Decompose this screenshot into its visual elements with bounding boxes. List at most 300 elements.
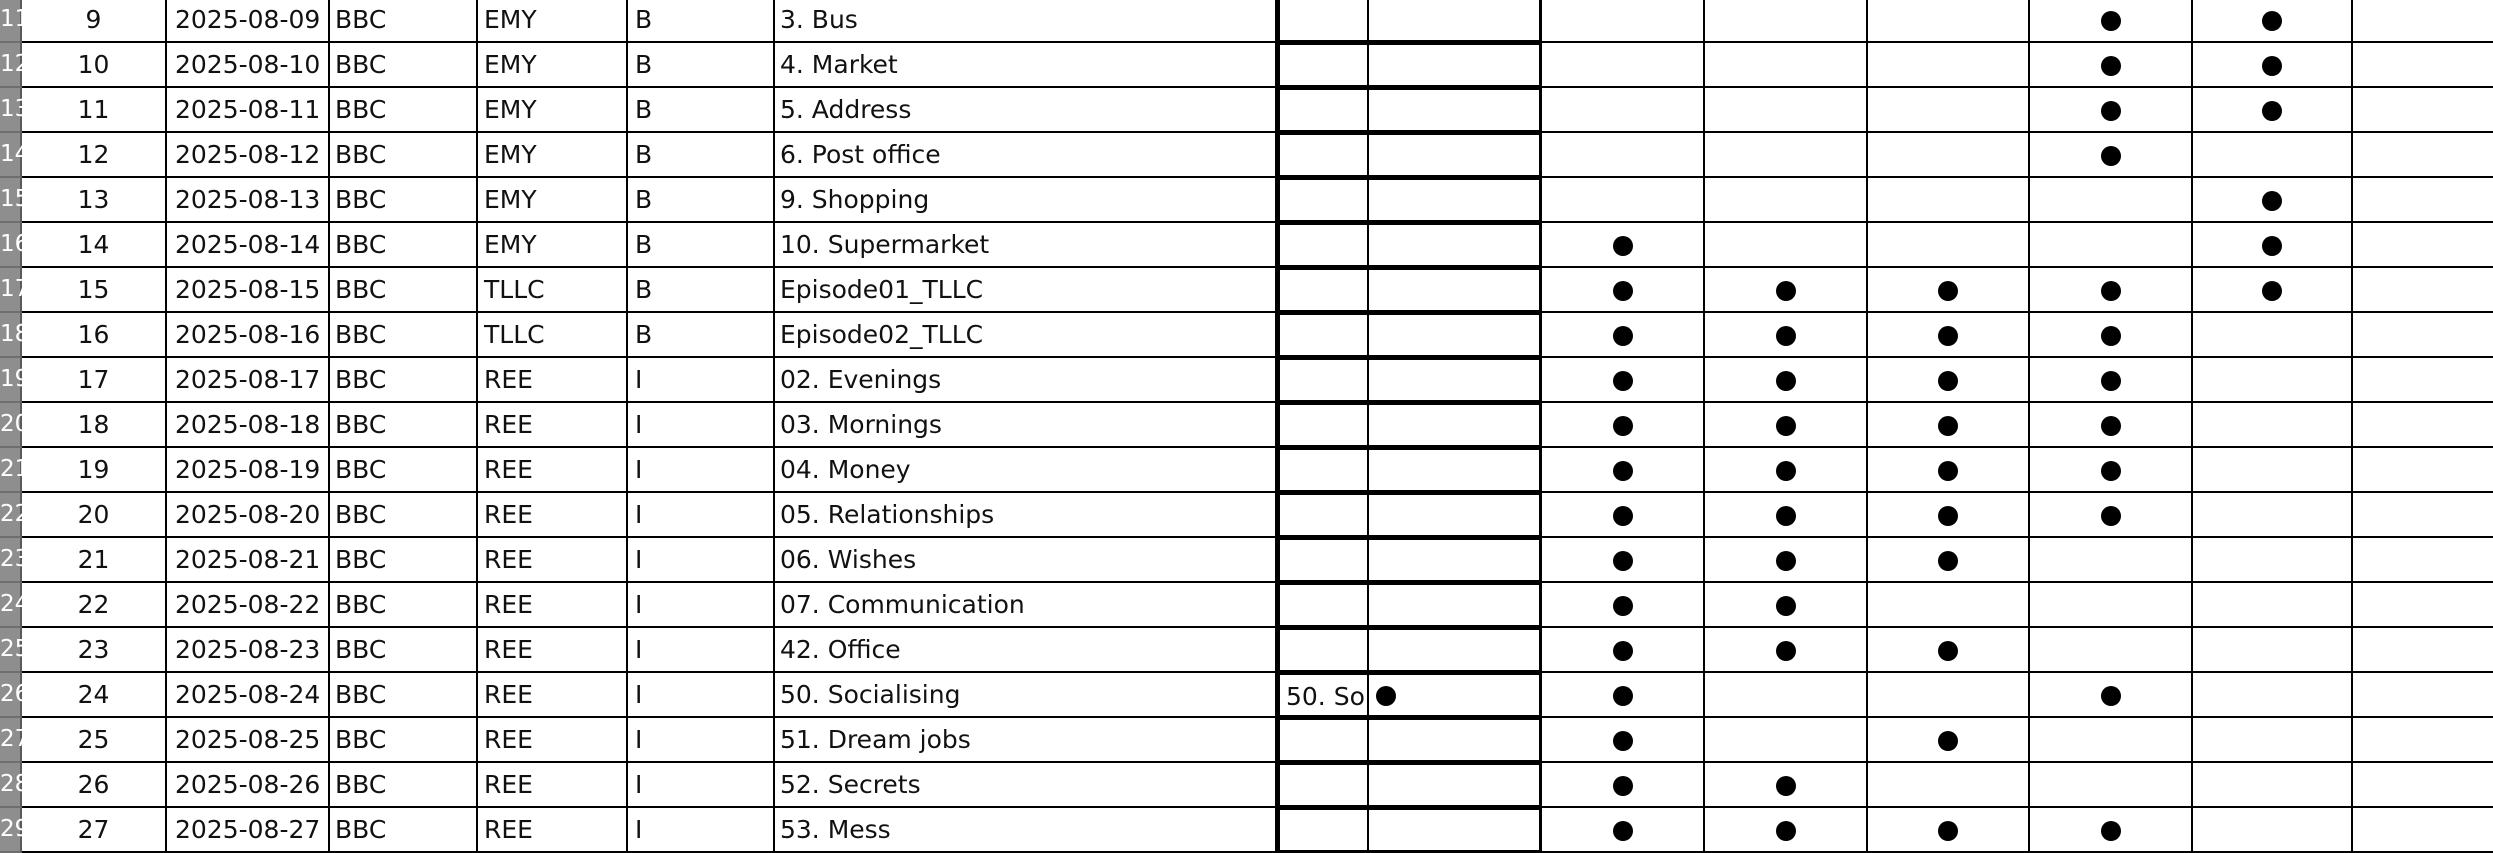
cell-mark-1[interactable] (1542, 133, 1705, 178)
cell-note-extra[interactable] (1369, 133, 1542, 178)
cell-mark-2[interactable] (1705, 538, 1868, 583)
cell-date[interactable]: 2025-08-26 (167, 763, 330, 808)
cell-mark-2[interactable] (1705, 493, 1868, 538)
cell-level[interactable]: I (628, 448, 775, 493)
cell-mark-3[interactable] (1868, 493, 2030, 538)
cell-mark-3[interactable] (1868, 808, 2030, 853)
cell-level[interactable]: I (628, 403, 775, 448)
cell-date[interactable]: 2025-08-27 (167, 808, 330, 853)
cell-mark-4[interactable] (2030, 268, 2193, 313)
cell-note-extra[interactable] (1369, 88, 1542, 133)
cell-extra[interactable] (2353, 538, 2493, 583)
filled-circle-icon (2101, 326, 2121, 346)
cell-source[interactable]: BBC (330, 178, 478, 223)
cell-code[interactable]: REE (478, 718, 628, 763)
cell-mark-2[interactable] (1705, 178, 1868, 223)
cell-mark-5[interactable] (2193, 808, 2353, 853)
cell-mark-4[interactable] (2030, 673, 2193, 718)
cell-title[interactable]: 6. Post office (775, 133, 1277, 178)
cell-title[interactable]: 42. Office (775, 628, 1277, 673)
cell-extra[interactable] (2353, 268, 2493, 313)
cell-level[interactable]: B (628, 223, 775, 268)
cell-extra[interactable] (2353, 718, 2493, 763)
cell-note[interactable]: 50. So (1277, 673, 1369, 718)
cell-number[interactable]: 9 (22, 0, 167, 43)
row-header[interactable]: 20 (0, 403, 22, 448)
cell-source[interactable]: BBC (330, 0, 478, 43)
cell-mark-3[interactable] (1868, 268, 2030, 313)
cell-level[interactable]: I (628, 673, 775, 718)
table-row (0, 628, 2493, 673)
cell-mark-1[interactable] (1542, 763, 1705, 808)
cell-mark-1[interactable] (1542, 673, 1705, 718)
cell-number[interactable]: 20 (22, 493, 167, 538)
row-header[interactable]: 26 (0, 673, 22, 718)
cell-note-extra[interactable] (1369, 43, 1542, 88)
cell-date[interactable]: 2025-08-24 (167, 673, 330, 718)
cell-note[interactable] (1277, 43, 1369, 88)
cell-mark-2[interactable] (1705, 628, 1868, 673)
cell-extra[interactable] (2353, 403, 2493, 448)
cell-mark-2[interactable] (1705, 313, 1868, 358)
cell-note[interactable] (1277, 763, 1369, 808)
cell-mark-5[interactable] (2193, 133, 2353, 178)
cell-note-extra[interactable] (1369, 358, 1542, 403)
cell-number[interactable]: 22 (22, 583, 167, 628)
cell-source[interactable]: BBC (330, 763, 478, 808)
row-header[interactable]: 28 (0, 763, 22, 808)
cell-title[interactable]: 04. Money (775, 448, 1277, 493)
cell-mark-4[interactable] (2030, 88, 2193, 133)
cell-mark-3[interactable] (1868, 763, 2030, 808)
cell-note[interactable] (1277, 178, 1369, 223)
cell-note-extra[interactable] (1369, 313, 1542, 358)
cell-date[interactable]: 2025-08-14 (167, 223, 330, 268)
cell-note-extra[interactable] (1369, 0, 1542, 43)
cell-mark-3[interactable] (1868, 448, 2030, 493)
cell-title[interactable]: 53. Mess (775, 808, 1277, 853)
cell-mark-5[interactable] (2193, 88, 2353, 133)
cell-source[interactable]: BBC (330, 673, 478, 718)
cell-code[interactable]: EMY (478, 88, 628, 133)
filled-circle-icon (2101, 461, 2121, 481)
cell-mark-3[interactable] (1868, 628, 2030, 673)
cell-number[interactable]: 21 (22, 538, 167, 583)
cell-mark-1[interactable] (1542, 358, 1705, 403)
cell-title[interactable]: 9. Shopping (775, 178, 1277, 223)
filled-circle-icon (1776, 461, 1796, 481)
cell-code[interactable]: REE (478, 403, 628, 448)
row-header[interactable]: 29 (0, 808, 22, 853)
cell-extra[interactable] (2353, 358, 2493, 403)
cell-level[interactable]: I (628, 628, 775, 673)
cell-number[interactable]: 11 (22, 88, 167, 133)
cell-level[interactable]: I (628, 358, 775, 403)
cell-number[interactable]: 15 (22, 268, 167, 313)
cell-date[interactable]: 2025-08-13 (167, 178, 330, 223)
cell-extra[interactable] (2353, 178, 2493, 223)
cell-mark-1[interactable] (1542, 178, 1705, 223)
cell-mark-1[interactable] (1542, 493, 1705, 538)
cell-code[interactable]: EMY (478, 178, 628, 223)
cell-note-extra[interactable] (1369, 268, 1542, 313)
cell-note-extra[interactable] (1369, 628, 1542, 673)
row-header[interactable]: 19 (0, 358, 22, 403)
cell-source[interactable]: BBC (330, 43, 478, 88)
cell-code[interactable]: REE (478, 493, 628, 538)
cell-extra[interactable] (2353, 673, 2493, 718)
cell-note-extra[interactable] (1369, 178, 1542, 223)
cell-number[interactable]: 10 (22, 43, 167, 88)
filled-circle-icon (1613, 641, 1633, 661)
cell-number[interactable]: 13 (22, 178, 167, 223)
cell-code[interactable]: EMY (478, 0, 628, 43)
cell-mark-5[interactable] (2193, 313, 2353, 358)
cell-date[interactable]: 2025-08-16 (167, 313, 330, 358)
cell-code[interactable]: REE (478, 583, 628, 628)
cell-date[interactable]: 2025-08-09 (167, 0, 330, 43)
cell-number[interactable]: 16 (22, 313, 167, 358)
cell-number[interactable]: 19 (22, 448, 167, 493)
cell-level[interactable]: B (628, 133, 775, 178)
cell-note[interactable] (1277, 493, 1369, 538)
cell-extra[interactable] (2353, 223, 2493, 268)
cell-mark-2[interactable] (1705, 403, 1868, 448)
cell-title[interactable]: 07. Communication (775, 583, 1277, 628)
cell-mark-4[interactable] (2030, 223, 2193, 268)
cell-level[interactable]: I (628, 718, 775, 763)
row-header[interactable]: 24 (0, 583, 22, 628)
cell-mark-4[interactable] (2030, 403, 2193, 448)
cell-note-extra[interactable] (1369, 538, 1542, 583)
row-header[interactable]: 17 (0, 268, 22, 313)
cell-mark-5[interactable] (2193, 178, 2353, 223)
cell-note[interactable] (1277, 223, 1369, 268)
cell-date[interactable]: 2025-08-12 (167, 133, 330, 178)
cell-mark-1[interactable] (1542, 448, 1705, 493)
cell-mark-4[interactable] (2030, 628, 2193, 673)
cell-source[interactable]: BBC (330, 358, 478, 403)
cell-date[interactable]: 2025-08-20 (167, 493, 330, 538)
cell-title[interactable]: 5. Address (775, 88, 1277, 133)
cell-mark-2[interactable] (1705, 448, 1868, 493)
cell-mark-4[interactable] (2030, 718, 2193, 763)
table-row (0, 763, 2493, 808)
cell-mark-4[interactable] (2030, 493, 2193, 538)
cell-code[interactable]: REE (478, 673, 628, 718)
cell-level[interactable]: B (628, 0, 775, 43)
cell-note[interactable] (1277, 448, 1369, 493)
cell-code[interactable]: EMY (478, 43, 628, 88)
row-header[interactable]: 14 (0, 133, 22, 178)
row-header[interactable]: 16 (0, 223, 22, 268)
cell-mark-5[interactable] (2193, 358, 2353, 403)
cell-mark-4[interactable] (2030, 808, 2193, 853)
cell-number[interactable]: 14 (22, 223, 167, 268)
cell-mark-5[interactable] (2193, 223, 2353, 268)
cell-mark-5[interactable] (2193, 628, 2353, 673)
cell-date[interactable]: 2025-08-21 (167, 538, 330, 583)
cell-mark-3[interactable] (1868, 43, 2030, 88)
cell-number[interactable]: 23 (22, 628, 167, 673)
row-header[interactable]: 25 (0, 628, 22, 673)
cell-mark-2[interactable] (1705, 763, 1868, 808)
cell-level[interactable]: B (628, 88, 775, 133)
cell-mark-1[interactable] (1542, 403, 1705, 448)
cell-source[interactable]: BBC (330, 313, 478, 358)
cell-extra[interactable] (2353, 808, 2493, 853)
cell-mark-2[interactable] (1705, 88, 1868, 133)
cell-note[interactable] (1277, 403, 1369, 448)
cell-level[interactable]: B (628, 268, 775, 313)
cell-mark-2[interactable] (1705, 673, 1868, 718)
cell-code[interactable]: EMY (478, 223, 628, 268)
cell-code[interactable]: REE (478, 358, 628, 403)
cell-mark-4[interactable] (2030, 133, 2193, 178)
cell-note-extra[interactable] (1369, 763, 1542, 808)
cell-number[interactable]: 25 (22, 718, 167, 763)
filled-circle-icon (1776, 641, 1796, 661)
row-header[interactable]: 22 (0, 493, 22, 538)
cell-note[interactable] (1277, 538, 1369, 583)
cell-source[interactable]: BBC (330, 268, 478, 313)
cell-title[interactable]: 4. Market (775, 43, 1277, 88)
cell-mark-3[interactable] (1868, 718, 2030, 763)
cell-mark-1[interactable] (1542, 718, 1705, 763)
cell-note[interactable] (1277, 628, 1369, 673)
filled-circle-icon (1613, 596, 1633, 616)
cell-mark-4[interactable] (2030, 178, 2193, 223)
cell-mark-3[interactable] (1868, 178, 2030, 223)
cell-code[interactable]: REE (478, 448, 628, 493)
cell-mark-3[interactable] (1868, 313, 2030, 358)
filled-circle-icon (2262, 191, 2282, 211)
cell-mark-4[interactable] (2030, 583, 2193, 628)
cell-level[interactable]: B (628, 178, 775, 223)
row-header[interactable]: 12 (0, 43, 22, 88)
cell-extra[interactable] (2353, 628, 2493, 673)
cell-source[interactable]: BBC (330, 718, 478, 763)
cell-title[interactable]: 3. Bus (775, 0, 1277, 43)
cell-title[interactable]: Episode02_TLLC (775, 313, 1277, 358)
cell-source[interactable]: BBC (330, 628, 478, 673)
cell-note-extra[interactable] (1369, 223, 1542, 268)
cell-note[interactable] (1277, 313, 1369, 358)
cell-extra[interactable] (2353, 133, 2493, 178)
cell-title[interactable]: Episode01_TLLC (775, 268, 1277, 313)
cell-title[interactable]: 51. Dream jobs (775, 718, 1277, 763)
cell-date[interactable]: 2025-08-17 (167, 358, 330, 403)
filled-circle-icon (1776, 281, 1796, 301)
cell-mark-3[interactable] (1868, 403, 2030, 448)
cell-mark-4[interactable] (2030, 763, 2193, 808)
cell-mark-2[interactable] (1705, 808, 1868, 853)
cell-level[interactable]: B (628, 313, 775, 358)
cell-number[interactable]: 17 (22, 358, 167, 403)
cell-title[interactable]: 50. Socialising (775, 673, 1277, 718)
cell-code[interactable]: TLLC (478, 313, 628, 358)
cell-title[interactable]: 10. Supermarket (775, 223, 1277, 268)
cell-mark-1[interactable] (1542, 223, 1705, 268)
cell-mark-1[interactable] (1542, 268, 1705, 313)
cell-mark-1[interactable] (1542, 628, 1705, 673)
cell-mark-1[interactable] (1542, 583, 1705, 628)
cell-mark-1[interactable] (1542, 43, 1705, 88)
filled-circle-icon (1613, 236, 1633, 256)
row-header[interactable]: 27 (0, 718, 22, 763)
cell-mark-4[interactable] (2030, 448, 2193, 493)
cell-title[interactable]: 06. Wishes (775, 538, 1277, 583)
cell-source[interactable]: BBC (330, 88, 478, 133)
cell-level[interactable]: I (628, 538, 775, 583)
cell-source[interactable]: BBC (330, 583, 478, 628)
cell-level[interactable]: I (628, 583, 775, 628)
cell-note[interactable] (1277, 0, 1369, 43)
cell-number[interactable]: 26 (22, 763, 167, 808)
row-header[interactable]: 15 (0, 178, 22, 223)
cell-mark-5[interactable] (2193, 403, 2353, 448)
cell-note-extra[interactable] (1369, 583, 1542, 628)
cell-mark-4[interactable] (2030, 0, 2193, 43)
filled-circle-icon (1938, 461, 1958, 481)
cell-level[interactable]: I (628, 493, 775, 538)
cell-mark-5[interactable] (2193, 583, 2353, 628)
cell-date[interactable]: 2025-08-23 (167, 628, 330, 673)
cell-extra[interactable] (2353, 493, 2493, 538)
cell-mark-5[interactable] (2193, 718, 2353, 763)
cell-mark-3[interactable] (1868, 0, 2030, 43)
cell-date[interactable]: 2025-08-19 (167, 448, 330, 493)
cell-source[interactable]: BBC (330, 808, 478, 853)
cell-mark-3[interactable] (1868, 88, 2030, 133)
cell-mark-5[interactable] (2193, 268, 2353, 313)
cell-mark-2[interactable] (1705, 583, 1868, 628)
row-header[interactable]: 21 (0, 448, 22, 493)
cell-code[interactable]: REE (478, 763, 628, 808)
cell-extra[interactable] (2353, 583, 2493, 628)
cell-mark-5[interactable] (2193, 538, 2353, 583)
cell-mark-2[interactable] (1705, 358, 1868, 403)
cell-mark-1[interactable] (1542, 808, 1705, 853)
cell-title[interactable]: 02. Evenings (775, 358, 1277, 403)
cell-source[interactable]: BBC (330, 133, 478, 178)
cell-mark-4[interactable] (2030, 358, 2193, 403)
cell-date[interactable]: 2025-08-11 (167, 88, 330, 133)
cell-mark-3[interactable] (1868, 583, 2030, 628)
cell-note[interactable] (1277, 583, 1369, 628)
cell-number[interactable]: 18 (22, 403, 167, 448)
cell-note[interactable] (1277, 88, 1369, 133)
cell-note[interactable] (1277, 268, 1369, 313)
row-header[interactable]: 23 (0, 538, 22, 583)
cell-date[interactable]: 2025-08-10 (167, 43, 330, 88)
cell-number[interactable]: 12 (22, 133, 167, 178)
cell-mark-1[interactable] (1542, 0, 1705, 43)
cell-source[interactable]: BBC (330, 538, 478, 583)
cell-mark-3[interactable] (1868, 358, 2030, 403)
cell-date[interactable]: 2025-08-25 (167, 718, 330, 763)
cell-level[interactable]: I (628, 763, 775, 808)
cell-mark-4[interactable] (2030, 43, 2193, 88)
cell-code[interactable]: TLLC (478, 268, 628, 313)
filled-circle-icon (1938, 821, 1958, 841)
filled-circle-icon (2262, 281, 2282, 301)
cell-level[interactable]: B (628, 43, 775, 88)
cell-extra[interactable] (2353, 448, 2493, 493)
cell-code[interactable]: REE (478, 538, 628, 583)
row-header[interactable]: 13 (0, 88, 22, 133)
cell-code[interactable]: EMY (478, 133, 628, 178)
cell-mark-5[interactable] (2193, 448, 2353, 493)
cell-mark-2[interactable] (1705, 268, 1868, 313)
cell-note-extra[interactable] (1369, 718, 1542, 763)
cell-date[interactable]: 2025-08-15 (167, 268, 330, 313)
cell-mark-3[interactable] (1868, 133, 2030, 178)
cell-note[interactable] (1277, 808, 1369, 853)
cell-mark-2[interactable] (1705, 0, 1868, 43)
cell-mark-3[interactable] (1868, 538, 2030, 583)
cell-source[interactable]: BBC (330, 403, 478, 448)
cell-mark-5[interactable] (2193, 0, 2353, 43)
cell-mark-1[interactable] (1542, 313, 1705, 358)
cell-source[interactable]: BBC (330, 223, 478, 268)
cell-number[interactable]: 24 (22, 673, 167, 718)
cell-title[interactable]: 52. Secrets (775, 763, 1277, 808)
row-header[interactable]: 18 (0, 313, 22, 358)
cell-note[interactable] (1277, 133, 1369, 178)
cell-mark-5[interactable] (2193, 493, 2353, 538)
cell-note[interactable] (1277, 358, 1369, 403)
cell-code[interactable]: REE (478, 808, 628, 853)
cell-mark-3[interactable] (1868, 223, 2030, 268)
cell-mark-2[interactable] (1705, 718, 1868, 763)
cell-mark-2[interactable] (1705, 223, 1868, 268)
cell-note-extra[interactable] (1369, 448, 1542, 493)
cell-mark-5[interactable] (2193, 43, 2353, 88)
cell-mark-4[interactable] (2030, 313, 2193, 358)
cell-title[interactable]: 03. Mornings (775, 403, 1277, 448)
cell-date[interactable]: 2025-08-22 (167, 583, 330, 628)
cell-note-extra[interactable] (1369, 493, 1542, 538)
filled-circle-icon (1938, 641, 1958, 661)
cell-title[interactable]: 05. Relationships (775, 493, 1277, 538)
filled-circle-icon (1376, 686, 1396, 706)
cell-note[interactable] (1277, 718, 1369, 763)
cell-note-extra[interactable] (1369, 403, 1542, 448)
cell-extra[interactable] (2353, 0, 2493, 43)
cell-extra[interactable] (2353, 763, 2493, 808)
cell-source[interactable]: BBC (330, 493, 478, 538)
cell-source[interactable]: BBC (330, 448, 478, 493)
cell-mark-2[interactable] (1705, 133, 1868, 178)
cell-mark-3[interactable] (1868, 673, 2030, 718)
row-header[interactable]: 11 (0, 0, 22, 43)
cell-extra[interactable] (2353, 88, 2493, 133)
cell-mark-2[interactable] (1705, 43, 1868, 88)
cell-mark-4[interactable] (2030, 538, 2193, 583)
cell-date[interactable]: 2025-08-18 (167, 403, 330, 448)
cell-code[interactable]: REE (478, 628, 628, 673)
cell-extra[interactable] (2353, 313, 2493, 358)
cell-note-extra[interactable] (1369, 808, 1542, 853)
cell-mark-1[interactable] (1542, 538, 1705, 583)
cell-mark-5[interactable] (2193, 763, 2353, 808)
cell-extra[interactable] (2353, 43, 2493, 88)
cell-mark-1[interactable] (1542, 88, 1705, 133)
cell-number[interactable]: 27 (22, 808, 167, 853)
cell-level[interactable]: I (628, 808, 775, 853)
cell-mark-5[interactable] (2193, 673, 2353, 718)
